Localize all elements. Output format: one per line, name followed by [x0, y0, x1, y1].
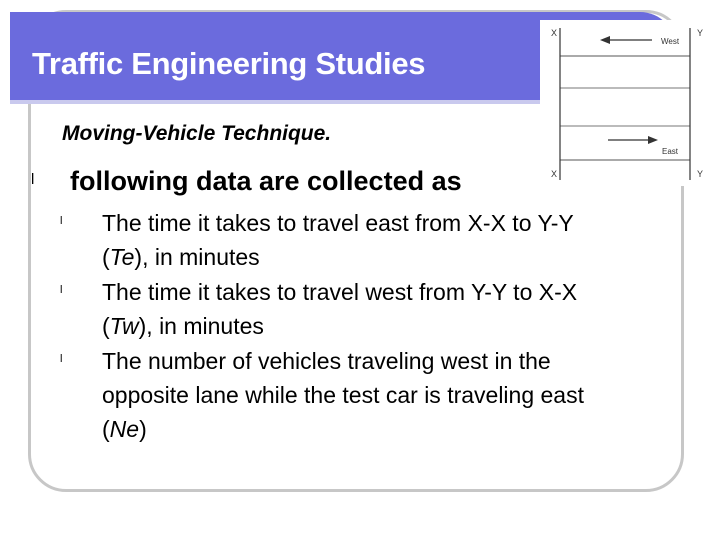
item-text-before: The time it takes to travel east from X-X to Y-Y (	[102, 210, 574, 270]
road-diagram	[540, 20, 710, 186]
label-y-bottom: Y	[697, 169, 704, 179]
list-item-text	[102, 344, 620, 446]
label-x-top: X	[551, 28, 558, 38]
item-text-after: )	[139, 416, 147, 442]
label-east: East	[662, 147, 679, 156]
list-item-text	[102, 275, 620, 343]
diagram-background	[540, 20, 710, 186]
label-x-bottom: X	[551, 169, 558, 179]
section-subtitle: Moving-Vehicle Technique.	[62, 122, 332, 145]
main-bullet-icon: l	[31, 171, 35, 188]
item-text-after: ), in minutes	[134, 244, 260, 270]
bullet-icon: l	[60, 284, 63, 296]
data-collected-list	[60, 206, 620, 447]
list-item-text	[102, 206, 620, 274]
item-variable: Tw	[109, 313, 139, 339]
list-item-ne	[60, 344, 620, 446]
item-variable: Te	[109, 244, 135, 270]
bullet-icon: l	[60, 353, 63, 365]
main-point-text: following data are collected as	[70, 166, 462, 196]
item-variable: Ne	[109, 416, 140, 442]
item-text-before: The time it takes to travel west from Y-Y to X-X (	[102, 279, 578, 339]
item-text-after: ), in minutes	[138, 313, 264, 339]
bullet-icon: l	[60, 215, 63, 227]
slide-title: Traffic Engineering Studies	[32, 46, 426, 81]
label-west: West	[661, 37, 680, 46]
item-text-before: The number of vehicles traveling west in the opposite lane while the test car is traveling east (	[102, 348, 584, 442]
label-y-top: Y	[697, 28, 704, 38]
list-item-te	[60, 206, 620, 274]
list-item-tw	[60, 275, 620, 343]
